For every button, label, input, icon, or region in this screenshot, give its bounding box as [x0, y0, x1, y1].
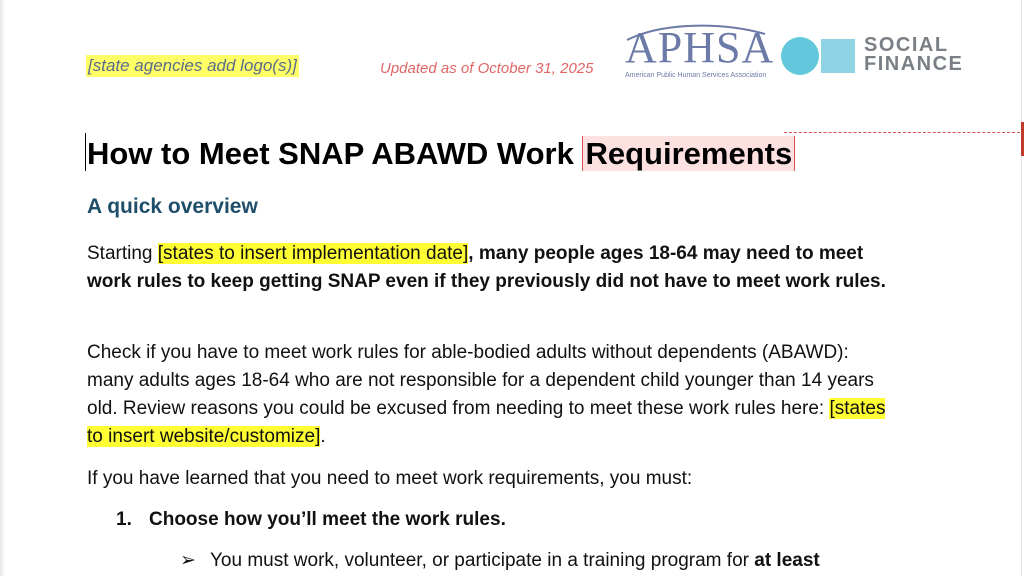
bullet-bold: at least — [754, 550, 820, 571]
aphsa-subtitle: American Public Human Services Association — [625, 72, 767, 79]
p1-highlight: [states to insert implementation date] — [157, 243, 469, 264]
updated-date: Updated as of October 31, 2025 — [380, 60, 594, 77]
document-title[interactable] — [87, 136, 795, 172]
square-icon — [821, 39, 855, 73]
social-finance-line2: FINANCE — [864, 53, 964, 75]
numbered-step-1[interactable] — [116, 509, 506, 531]
step-number: 1. — [116, 509, 132, 530]
p2-text: Check if you have to meet work rules for able-bodied adults without dependents (ABAWD): many adults ages 18-64 who are not responsible for a dependent child younger than 14 years old. Review reasons you could be excused from needing to meet these work rules here: — [87, 342, 874, 419]
paragraph-requirements-intro[interactable]: If you have learned that you need to meet work requirements, you must: — [87, 468, 693, 489]
title-text: How to Meet SNAP ABAWD Work — [87, 136, 583, 171]
tracked-change-connector — [784, 132, 1020, 133]
circle-icon — [781, 37, 819, 75]
aphsa-logo — [623, 23, 775, 84]
section-heading: A quick overview — [87, 195, 258, 218]
p1-bold: , many people ages 18-64 may need to meet work rules to keep getting SNAP even if they previously did not have to meet work rules. — [87, 243, 886, 292]
social-finance-line1: SOCIAL — [864, 34, 949, 56]
aphsa-wordmark: APHSA — [625, 23, 775, 72]
bullet-text: You must work, volunteer, or participate in a training program for — [210, 550, 755, 571]
step-text: Choose how you’ll meet the work rules. — [149, 509, 506, 530]
social-finance-logo — [781, 36, 971, 76]
tracked-change-word[interactable]: Requirements — [582, 136, 795, 171]
page-shadow — [0, 0, 5, 576]
p2-highlight: [states to insert website/customize] — [87, 398, 886, 447]
p1-lead: Starting — [87, 243, 158, 264]
p2-end: . — [320, 426, 326, 447]
arrow-bullet-icon: ➢ — [180, 550, 196, 571]
paragraph-eligibility[interactable] — [87, 339, 897, 451]
logo-placeholder-text: [state agencies add logo(s)] — [88, 56, 297, 75]
text-cursor — [85, 133, 86, 171]
paragraph-implementation[interactable] — [87, 240, 897, 296]
social-finance-wordmark — [864, 36, 963, 74]
page-edge — [1021, 0, 1022, 576]
bullet-item[interactable] — [180, 549, 820, 572]
